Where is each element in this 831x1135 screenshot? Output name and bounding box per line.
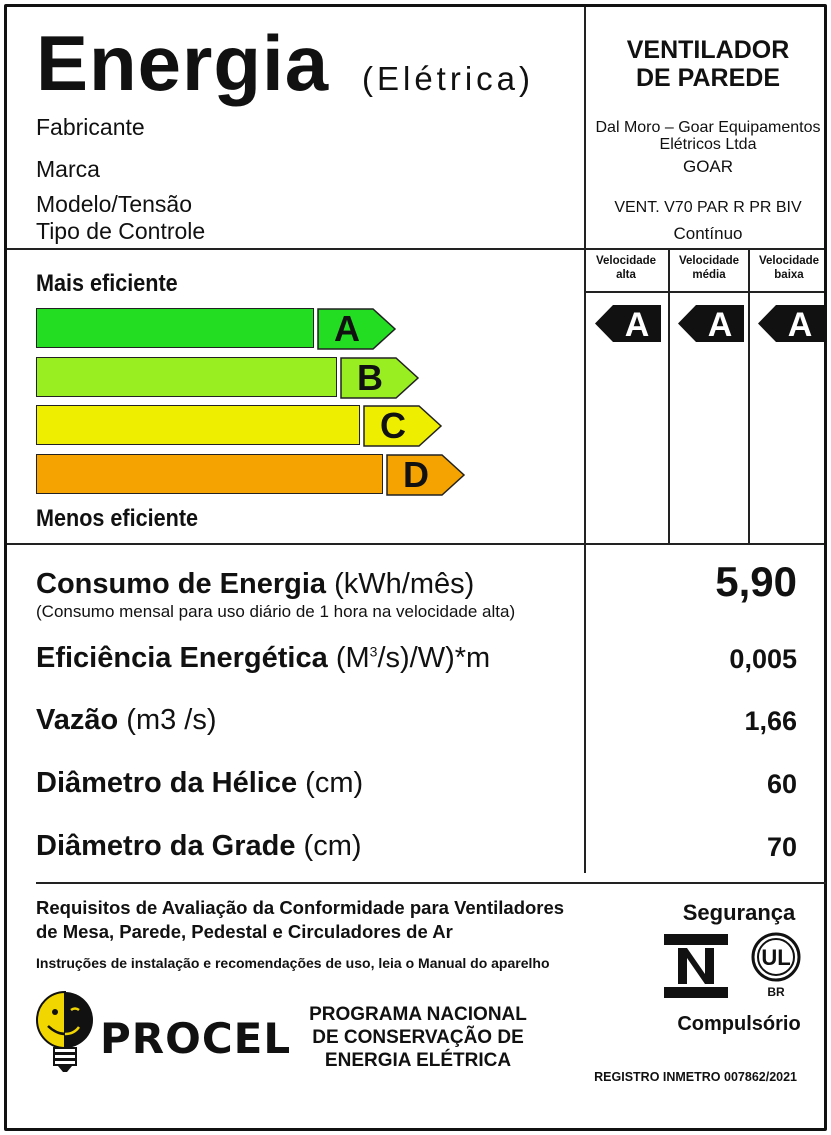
fabricante-label: Fabricante <box>36 114 145 140</box>
efficiency-letter-d: D <box>403 453 429 495</box>
speed-header-line2: alta <box>616 269 636 281</box>
product-type-line1: VENTILADOR <box>626 36 790 64</box>
speed-rating-letter: A <box>624 306 650 342</box>
seguranca-label: Segurança <box>682 900 796 925</box>
speed-header-rule <box>584 291 824 293</box>
speed-header-line1: Velocidade <box>595 255 657 267</box>
helice-label: Diâmetro da Hélice <box>36 767 298 799</box>
instructions-text: Instruções de instalação e recomendações de uso, leia o Manual do aparelho <box>36 955 550 971</box>
inmetro-conformity-icon <box>664 934 728 998</box>
program-line1: PROGRAMA NACIONAL <box>309 1004 527 1025</box>
speed-header-1 <box>586 254 666 282</box>
efficiency-letter-a: A <box>334 308 360 349</box>
requirements-text <box>36 896 646 944</box>
eficiencia-unit-sup: 3 <box>369 643 378 660</box>
ul-certification-icon <box>750 932 802 1000</box>
header-bottom-rule <box>7 248 824 250</box>
eficiencia-unit-a: (M <box>335 642 370 674</box>
least-efficient-label: Menos eficiente <box>36 505 199 532</box>
program-line2: DE CONSERVAÇÃO DE <box>312 1027 524 1048</box>
efficiency-bar-d <box>36 454 383 494</box>
controle-label: Tipo de Controle <box>36 218 206 244</box>
vazao-unit: (m3 /s) <box>126 704 217 736</box>
grade-label: Diâmetro da Grade <box>36 830 296 862</box>
requirements-line2: de Mesa, Parede, Pedestal e Circuladores de Ar <box>36 921 453 942</box>
efficiency-bar-b <box>36 357 337 397</box>
consumo-note: (Consumo mensal para uso diário de 1 hora na velocidade alta) <box>36 602 516 621</box>
specs-bottom-rule <box>36 882 826 884</box>
grade-unit: (cm) <box>303 830 362 862</box>
consumo-label: Consumo de Energia <box>36 568 327 600</box>
label-subtitle: (Elétrica) <box>362 60 535 97</box>
speed-rating-letter: A <box>707 306 733 342</box>
modelo-label: Modelo/Tensão <box>36 191 192 217</box>
program-text <box>298 1003 538 1072</box>
efficiency-letter-b: B <box>357 356 383 398</box>
helice-unit: (cm) <box>305 767 364 799</box>
header-divider-vertical <box>584 7 586 873</box>
product-type-line2: DE PAREDE <box>635 64 780 92</box>
eficiencia-value: 0,005 <box>729 644 797 674</box>
compulsorio-label: Compulsório <box>677 1013 801 1035</box>
helice-row-label <box>36 769 363 798</box>
procel-logo-text: PROCEL <box>100 1014 292 1063</box>
efficiency-bar-c <box>36 405 360 445</box>
eficiencia-label: Eficiência Energética <box>36 642 328 674</box>
speed-rating-badge-3 <box>758 305 824 342</box>
vazao-label: Vazão <box>36 704 119 736</box>
requirements-line1: Requisitos de Avaliação da Conformidade para Ventiladores <box>36 897 565 918</box>
speed-rating-badge-1 <box>595 305 661 342</box>
program-line3: ENERGIA ELÉTRICA <box>324 1050 512 1071</box>
procel-lightbulb-icon <box>34 990 96 1074</box>
registro-inmetro: REGISTRO INMETRO 007862/2021 <box>594 1070 797 1084</box>
speed-header-line2: média <box>692 269 726 281</box>
br-text: BR <box>767 985 785 999</box>
speed-rating-letter: A <box>787 306 813 342</box>
speed-header-line1: Velocidade <box>678 255 740 267</box>
speed-header-3 <box>749 254 829 282</box>
fabricante-value-line1: Dal Moro – Goar Equipamentos <box>595 119 821 136</box>
grade-value: 70 <box>766 832 797 862</box>
vazao-value: 1,66 <box>744 706 797 736</box>
efficiency-bar-a <box>36 308 314 348</box>
marca-label: Marca <box>36 156 100 182</box>
fabricante-value-line2: Elétricos Ltda <box>659 136 757 153</box>
consumo-row-label <box>36 570 474 599</box>
speed-col-divider-2 <box>748 249 750 543</box>
eficiencia-row-label <box>36 644 490 673</box>
eficiencia-unit-b: /s)/W)*m <box>377 642 491 674</box>
speed-header-line2: baixa <box>774 269 804 281</box>
speed-header-line1: Velocidade <box>758 255 820 267</box>
helice-value: 60 <box>766 769 797 799</box>
vazao-row-label <box>36 706 217 735</box>
ul-text: UL <box>761 945 791 970</box>
controle-value: Contínuo <box>673 224 743 243</box>
speed-header-2 <box>669 254 749 282</box>
marca-value: GOAR <box>682 157 734 176</box>
efficiency-letter-c: C <box>380 405 406 446</box>
efficiency-bottom-rule <box>7 543 824 545</box>
speed-col-divider-1 <box>668 249 670 543</box>
speed-rating-badge-2 <box>678 305 744 342</box>
most-efficient-label: Mais eficiente <box>36 270 178 297</box>
label-title: Energia <box>36 19 330 107</box>
consumo-value: 5,90 <box>715 558 797 605</box>
modelo-value: VENT. V70 PAR R PR BIV <box>614 199 802 216</box>
grade-row-label <box>36 832 362 861</box>
consumo-unit: (kWh/mês) <box>334 568 475 600</box>
